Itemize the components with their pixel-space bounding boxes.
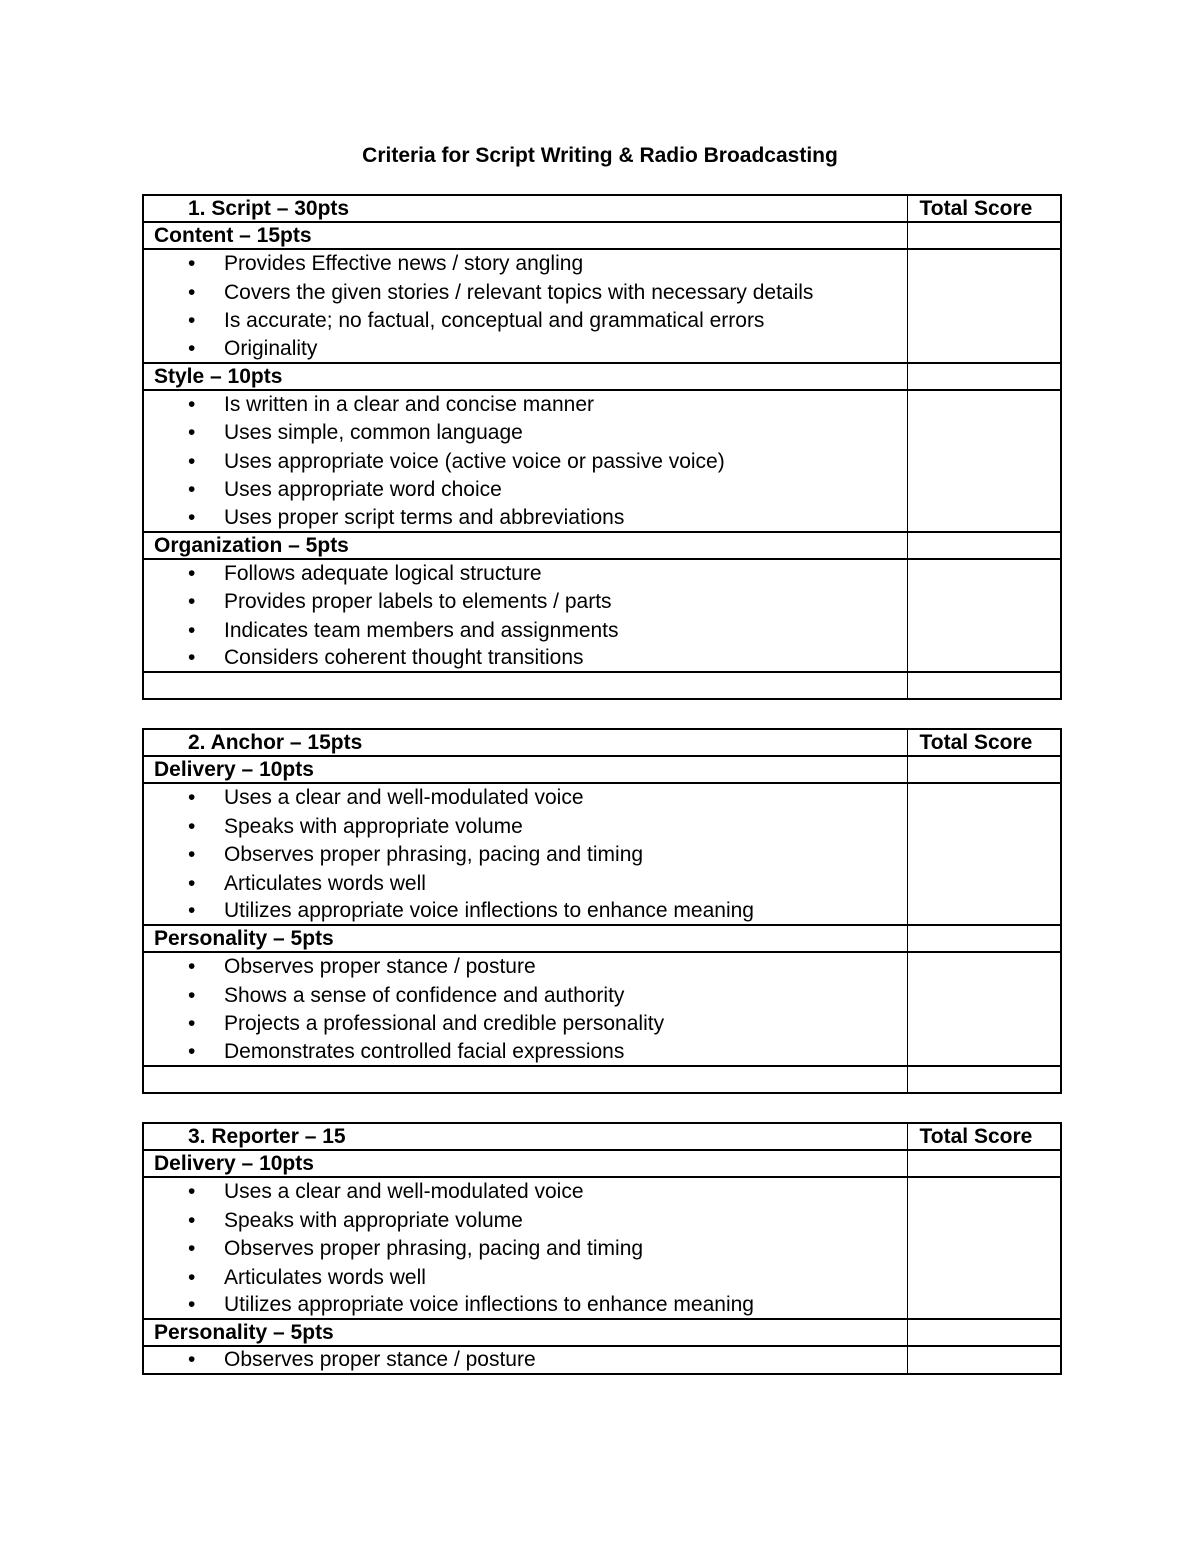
criterion-text: Covers the given stories / relevant topics with necessary details bbox=[224, 280, 814, 304]
bullet-icon: • bbox=[188, 983, 196, 1007]
criterion-item bbox=[144, 1235, 907, 1264]
bullet-icon: • bbox=[188, 618, 196, 642]
score-cell[interactable] bbox=[907, 532, 1061, 559]
criteria-row bbox=[143, 559, 1061, 673]
category-label: Style – 10pts bbox=[143, 363, 907, 390]
score-cell[interactable] bbox=[907, 756, 1061, 783]
bullet-icon: • bbox=[188, 309, 196, 332]
criterion-item bbox=[144, 982, 907, 1011]
criteria-list-cell bbox=[143, 249, 907, 363]
criterion-item bbox=[144, 813, 907, 842]
category-label: Delivery – 10pts bbox=[143, 1150, 907, 1177]
criterion-text: Indicates team members and assignments bbox=[224, 618, 619, 642]
score-cell[interactable] bbox=[907, 925, 1061, 952]
criteria-row bbox=[143, 390, 1061, 532]
criterion-text: Provides proper labels to elements / parts bbox=[224, 590, 612, 613]
rubric-table-script bbox=[142, 194, 1062, 700]
criterion-item bbox=[144, 250, 907, 279]
criterion-text: Speaks with appropriate volume bbox=[224, 1208, 523, 1232]
criterion-item bbox=[144, 784, 907, 813]
bullet-icon: • bbox=[188, 955, 196, 978]
criteria-list bbox=[144, 953, 907, 1065]
section-heading: 3. Reporter – 15 bbox=[143, 1123, 907, 1150]
criterion-text: Uses a clear and well-modulated voice bbox=[224, 786, 584, 809]
score-cell[interactable] bbox=[907, 783, 1061, 925]
criterion-text: Articulates words well bbox=[224, 871, 426, 895]
criterion-item bbox=[144, 307, 907, 336]
criterion-item bbox=[144, 588, 907, 617]
category-row bbox=[143, 1319, 1061, 1346]
criterion-text: Uses a clear and well-modulated voice bbox=[224, 1180, 584, 1203]
section-heading: 1. Script – 30pts bbox=[143, 195, 907, 222]
subtotal-row bbox=[143, 1066, 1061, 1093]
category-row bbox=[143, 1150, 1061, 1177]
criterion-item bbox=[144, 1207, 907, 1236]
criterion-text: Is written in a clear and concise manner bbox=[224, 392, 595, 416]
criteria-list bbox=[144, 560, 907, 672]
score-cell[interactable] bbox=[907, 363, 1061, 390]
bullet-icon: • bbox=[188, 421, 196, 444]
criterion-text: Observes proper stance / posture bbox=[224, 1348, 536, 1371]
bullet-icon: • bbox=[188, 505, 196, 529]
criterion-text: Demonstrates controlled facial expressions bbox=[224, 1039, 625, 1063]
criteria-row bbox=[143, 952, 1061, 1066]
blank-cell bbox=[143, 1066, 907, 1093]
total-score-label: Total Score bbox=[907, 195, 1061, 222]
criterion-text: Observes proper phrasing, pacing and timing bbox=[224, 843, 644, 866]
criterion-item bbox=[144, 841, 907, 870]
bullet-icon: • bbox=[188, 1180, 196, 1203]
bullet-icon: • bbox=[188, 899, 196, 922]
category-label: Personality – 5pts bbox=[143, 1319, 907, 1346]
criteria-list bbox=[144, 391, 907, 531]
bullet-icon: • bbox=[188, 1293, 196, 1316]
score-cell[interactable] bbox=[907, 390, 1061, 532]
criterion-item bbox=[144, 336, 907, 362]
bullet-icon: • bbox=[188, 843, 196, 866]
criterion-text: Uses proper script terms and abbreviations bbox=[224, 505, 625, 529]
criterion-item bbox=[144, 419, 907, 448]
subtotal-row bbox=[143, 672, 1061, 699]
bullet-icon: • bbox=[188, 871, 196, 895]
criteria-list-cell bbox=[143, 559, 907, 673]
bullet-icon: • bbox=[188, 590, 196, 613]
section-header-row bbox=[143, 729, 1061, 756]
bullet-icon: • bbox=[188, 1208, 196, 1232]
total-score-cell[interactable] bbox=[907, 1066, 1061, 1093]
criterion-text: Is accurate; no factual, conceptual and grammatical errors bbox=[224, 309, 765, 332]
category-row bbox=[143, 756, 1061, 783]
category-row bbox=[143, 532, 1061, 559]
criterion-item bbox=[144, 1178, 907, 1207]
criterion-text: Observes proper phrasing, pacing and timing bbox=[224, 1237, 644, 1260]
criterion-item bbox=[144, 1292, 907, 1318]
criteria-list bbox=[144, 784, 907, 924]
bullet-icon: • bbox=[188, 336, 196, 360]
criterion-item bbox=[144, 448, 907, 477]
criterion-item bbox=[144, 1010, 907, 1039]
criteria-list-cell bbox=[143, 952, 907, 1066]
section-heading: 2. Anchor – 15pts bbox=[143, 729, 907, 756]
category-label: Content – 15pts bbox=[143, 222, 907, 249]
bullet-icon: • bbox=[188, 392, 196, 416]
category-row bbox=[143, 925, 1061, 952]
bullet-icon: • bbox=[188, 1265, 196, 1289]
criterion-text: Shows a sense of confidence and authority bbox=[224, 983, 625, 1007]
category-label: Delivery – 10pts bbox=[143, 756, 907, 783]
bullet-icon: • bbox=[188, 561, 196, 585]
criterion-text: Uses simple, common language bbox=[224, 421, 523, 444]
rubric-table-reporter bbox=[142, 1122, 1062, 1375]
bullet-icon: • bbox=[188, 1012, 196, 1035]
bullet-icon: • bbox=[188, 1039, 196, 1063]
score-cell[interactable] bbox=[907, 1150, 1061, 1177]
criterion-item bbox=[144, 617, 907, 646]
criterion-text: Projects a professional and credible personality bbox=[224, 1012, 665, 1035]
category-label: Personality – 5pts bbox=[143, 925, 907, 952]
bullet-icon: • bbox=[188, 280, 196, 304]
criteria-list-cell bbox=[143, 390, 907, 532]
section-header-row bbox=[143, 195, 1061, 222]
criterion-text: Utilizes appropriate voice inflections to enhance meaning bbox=[224, 899, 754, 922]
criterion-text: Articulates words well bbox=[224, 1265, 426, 1289]
category-row bbox=[143, 222, 1061, 249]
score-cell[interactable] bbox=[907, 1346, 1061, 1374]
criterion-item bbox=[144, 476, 907, 505]
criterion-text: Observes proper stance / posture bbox=[224, 955, 536, 978]
criteria-row bbox=[143, 249, 1061, 363]
criteria-row bbox=[143, 1346, 1061, 1374]
score-cell[interactable] bbox=[907, 222, 1061, 249]
bullet-icon: • bbox=[188, 1237, 196, 1260]
bullet-icon: • bbox=[188, 252, 196, 275]
total-score-cell[interactable] bbox=[907, 672, 1061, 699]
criterion-item bbox=[144, 1347, 907, 1373]
bullet-icon: • bbox=[188, 1348, 196, 1371]
criterion-item bbox=[144, 1264, 907, 1293]
criterion-text: Utilizes appropriate voice inflections to enhance meaning bbox=[224, 1293, 754, 1316]
criterion-item bbox=[144, 898, 907, 924]
criterion-text: Considers coherent thought transitions bbox=[224, 646, 584, 669]
score-cell[interactable] bbox=[907, 1319, 1061, 1346]
criterion-text: Uses appropriate voice (active voice or passive voice) bbox=[224, 449, 725, 473]
section-header-row bbox=[143, 1123, 1061, 1150]
page-title: Criteria for Script Writing & Radio Broadcasting bbox=[362, 144, 838, 167]
criterion-text: Uses appropriate word choice bbox=[224, 478, 502, 501]
rubric-table-anchor bbox=[142, 728, 1062, 1094]
bullet-icon: • bbox=[188, 478, 196, 501]
criteria-list-cell bbox=[143, 1346, 907, 1374]
criteria-list bbox=[144, 1347, 907, 1373]
bullet-icon: • bbox=[188, 786, 196, 809]
criterion-item bbox=[144, 1039, 907, 1065]
score-cell[interactable] bbox=[907, 1177, 1061, 1319]
total-score-label: Total Score bbox=[907, 1123, 1061, 1150]
blank-cell bbox=[143, 672, 907, 699]
category-row bbox=[143, 363, 1061, 390]
criterion-text: Provides Effective news / story angling bbox=[224, 252, 584, 275]
total-score-label: Total Score bbox=[907, 729, 1061, 756]
criterion-text: Follows adequate logical structure bbox=[224, 561, 542, 585]
criterion-text: Originality bbox=[224, 336, 318, 360]
criterion-item bbox=[144, 870, 907, 899]
criterion-item bbox=[144, 391, 907, 420]
criterion-item bbox=[144, 953, 907, 982]
score-cell[interactable] bbox=[907, 249, 1061, 363]
criteria-list-cell bbox=[143, 783, 907, 925]
criterion-item bbox=[144, 560, 907, 589]
criteria-row bbox=[143, 783, 1061, 925]
bullet-icon: • bbox=[188, 646, 196, 669]
criteria-row bbox=[143, 1177, 1061, 1319]
criterion-item bbox=[144, 645, 907, 671]
category-label: Organization – 5pts bbox=[143, 532, 907, 559]
bullet-icon: • bbox=[188, 814, 196, 838]
bullet-icon: • bbox=[188, 449, 196, 473]
criterion-text: Speaks with appropriate volume bbox=[224, 814, 523, 838]
criteria-list-cell bbox=[143, 1177, 907, 1319]
criterion-item bbox=[144, 279, 907, 308]
score-cell[interactable] bbox=[907, 952, 1061, 1066]
criterion-item bbox=[144, 505, 907, 531]
criteria-list bbox=[144, 250, 907, 362]
score-cell[interactable] bbox=[907, 559, 1061, 673]
criteria-list bbox=[144, 1178, 907, 1318]
